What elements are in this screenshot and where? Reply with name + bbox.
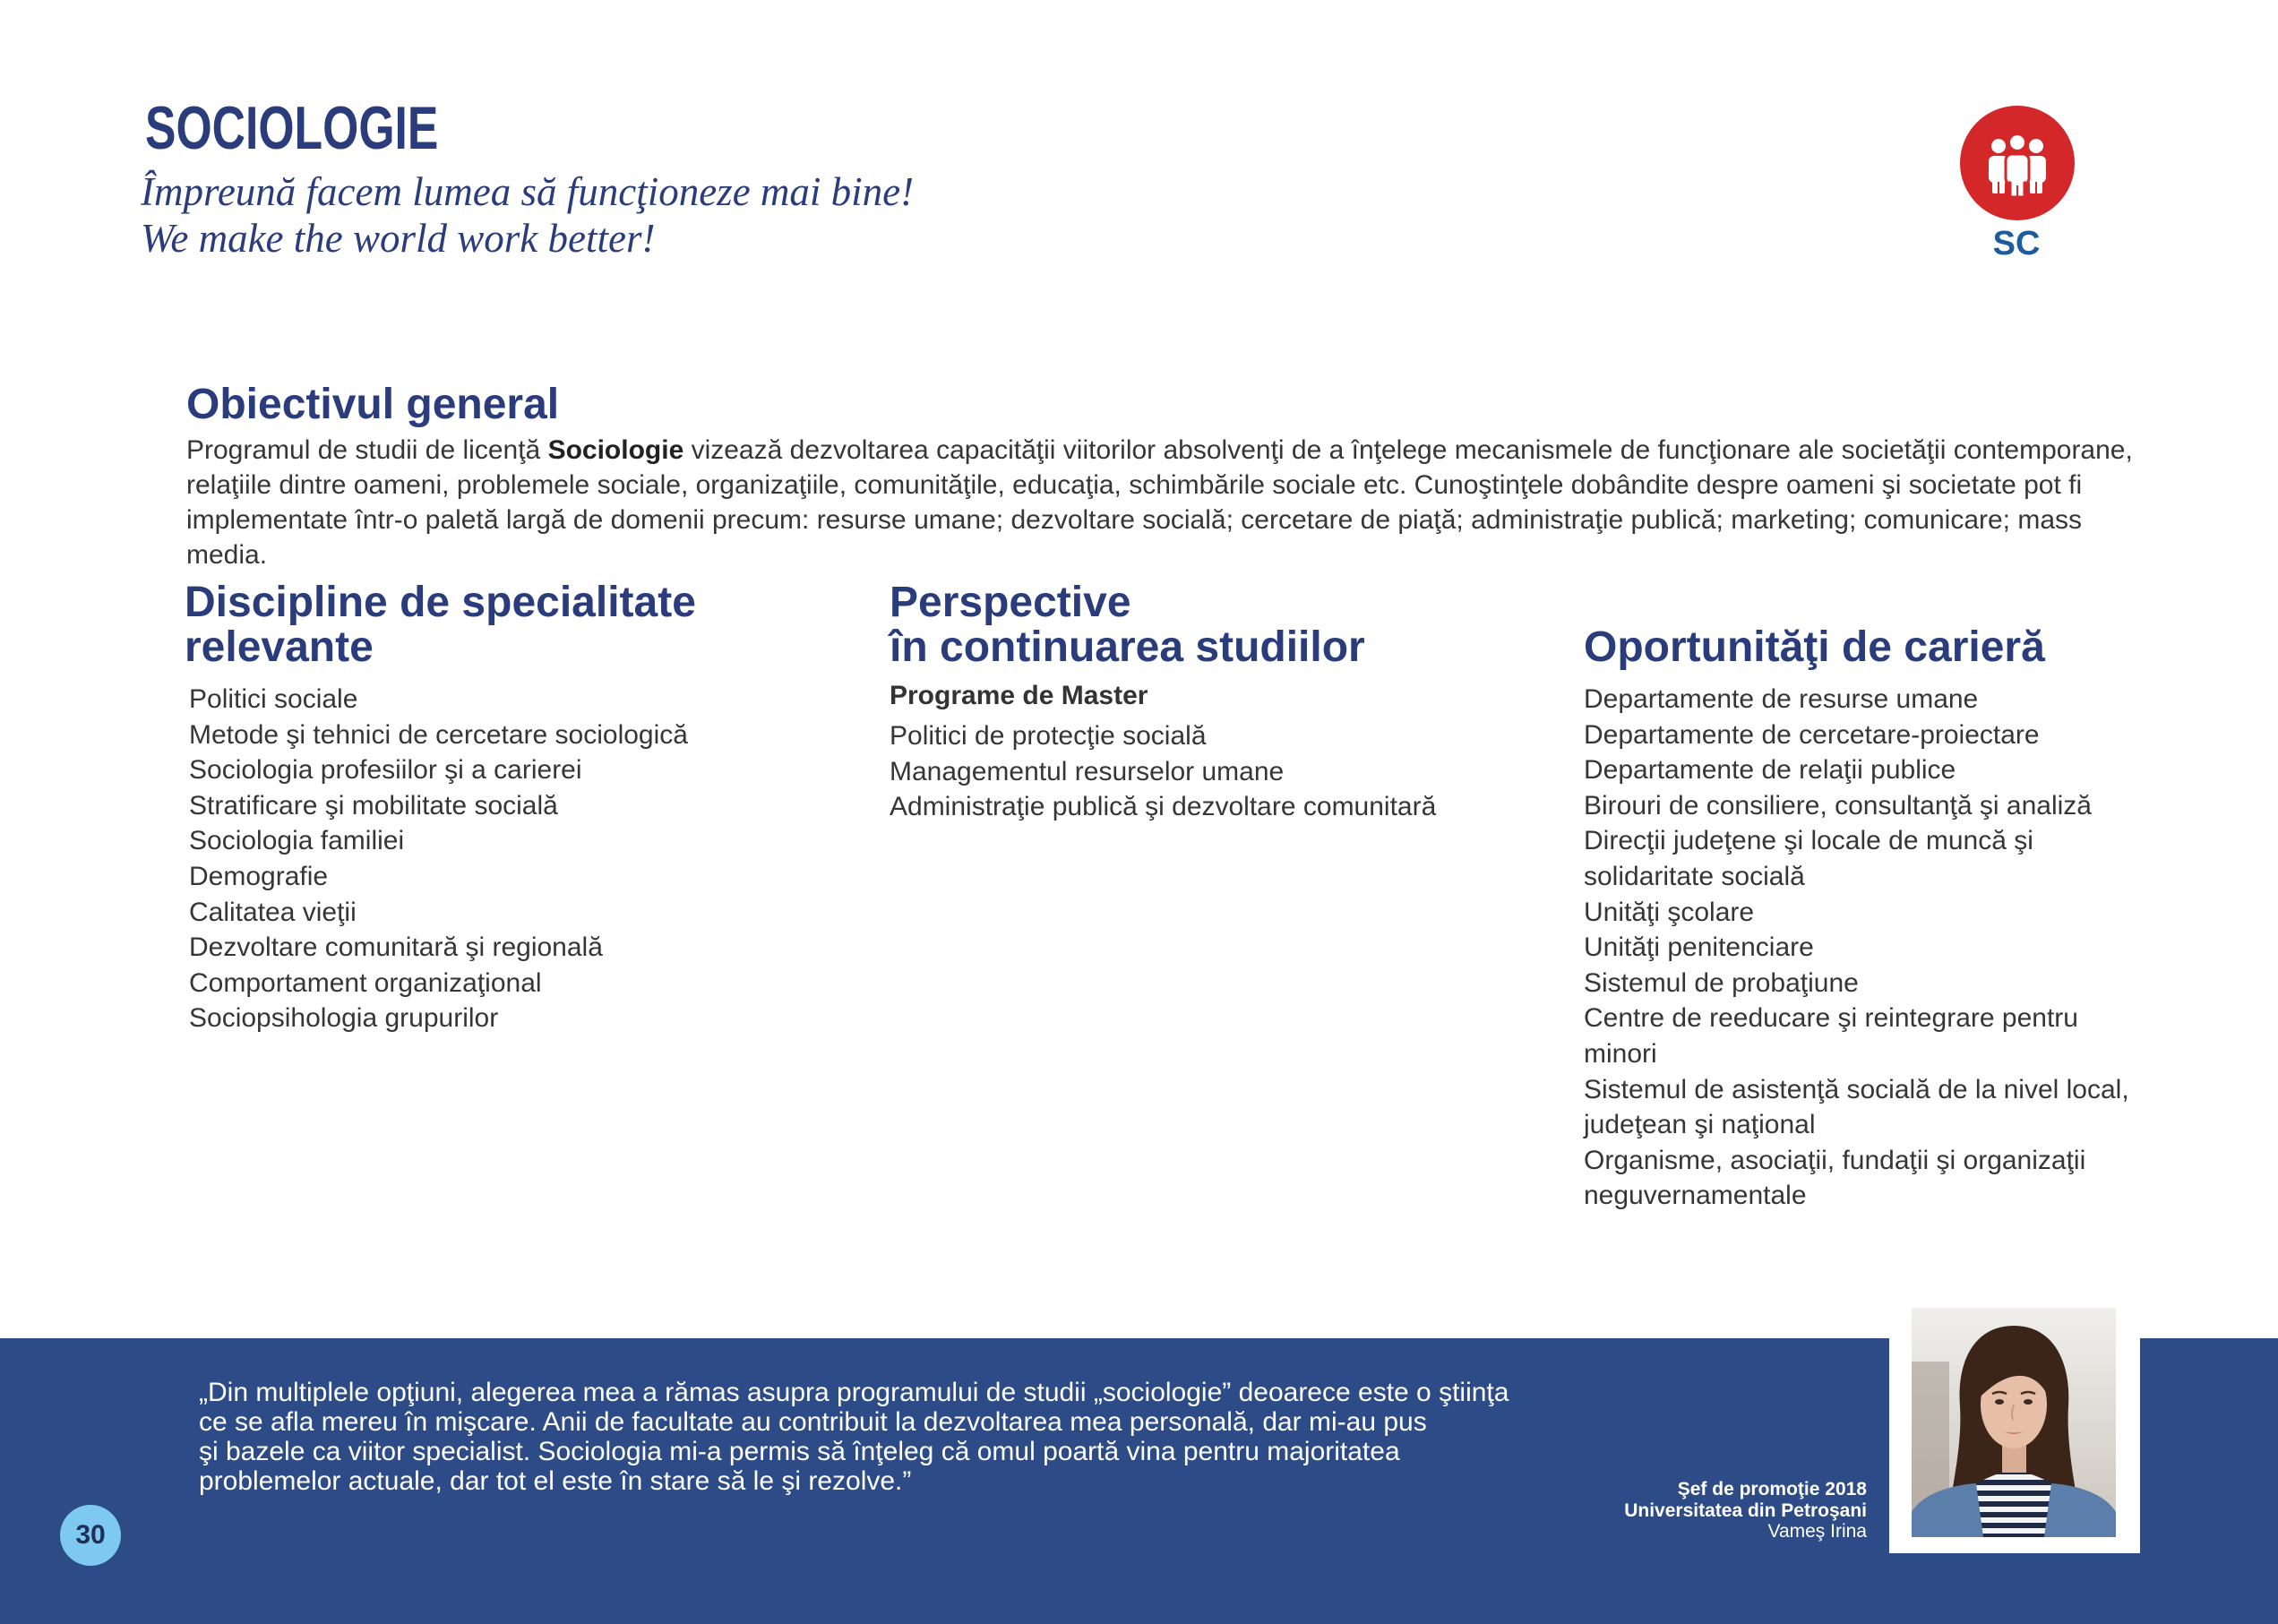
master-program-item: Managementul resurselor umane (890, 756, 1285, 786)
quote-line: problemelor actuale, dar tot el este în stare să le şi rezolve.” (199, 1466, 912, 1496)
discipline-item: Comportament organizaţional (189, 967, 542, 998)
testimonial-caption (1624, 1479, 1867, 1542)
career-item: Departamente de relaţii publice (1584, 755, 1956, 786)
career-item: Sistemul de asistenţă socială de la nivel local, judeţean şi naţional (1584, 1074, 2129, 1140)
objective-line (186, 433, 2133, 468)
career-item: Unităţi şcolare (1584, 897, 1755, 927)
disciplines-heading-line: relevante (185, 623, 374, 671)
caption-name: Vameş Irina (1767, 1521, 1867, 1542)
objective-text: Programul de studii de licenţă (186, 435, 548, 465)
master-program-item: Administraţie publică şi dezvoltare comunitară (890, 792, 1437, 822)
master-programs-list (890, 718, 1436, 825)
quote-line: „Din multiplele opţiuni, alegerea mea a rămas asupra programului de studii „sociologie” deoarece este o ştiinţa (199, 1378, 1509, 1407)
objective-line: media. (186, 540, 268, 570)
discipline-item: Sociopsihologia grupurilor (189, 1003, 499, 1034)
portrait-frame (1889, 1297, 2140, 1553)
career-item: Birouri de consiliere, consultanţă şi analiză (1584, 790, 2092, 821)
discipline-item: Calitatea vieţii (189, 897, 357, 927)
disciplines-heading-line: Discipline de specialitate (185, 579, 696, 626)
program-code: SC (1992, 225, 2041, 262)
career-item: Centre de reeducare şi reintegrare pentru minori (1584, 1003, 2078, 1069)
page-title: SOCIOLOGIE (145, 94, 439, 162)
motto-romanian: Împreună facem lumea să funcţioneze mai bine! (141, 169, 915, 214)
perspectives-heading-line: în continuarea studiilor (890, 623, 1365, 671)
quote-line: ce se afla mereu în mişcare. Anii de facultate au contribuit la dezvoltarea mea personală, dar mi-au pus (199, 1407, 1427, 1437)
quote-line: şi bazele ca viitor specialist. Sociologia mi-a permis să înţeleg că omul poartă vina pentru majoritatea (199, 1437, 1400, 1466)
motto-english: We make the world work better! (141, 216, 656, 261)
careers-list (1584, 682, 2129, 1214)
perspectives-heading-line: Perspective (890, 579, 1131, 626)
discipline-item: Demografie (189, 861, 329, 891)
career-item: Unităţi penitenciare (1584, 932, 1814, 963)
career-item: Departamente de cercetare-proiectare (1584, 719, 2040, 750)
portrait-photo (1912, 1308, 2116, 1537)
discipline-item: Politici sociale (189, 684, 358, 714)
page-number: 30 (60, 1505, 121, 1566)
motto (141, 168, 914, 262)
master-program-item: Politici de protecţie socială (890, 721, 1207, 751)
disciplines-list (189, 682, 688, 1036)
discipline-item: Metode şi tehnici de cercetare sociologică (189, 719, 688, 750)
objective-text: vizează dezvoltarea capacităţii viitorilor absolvenţi de a înţelege mecanismele de funcţionare ale societăţii contemporane, (683, 435, 2133, 465)
objective-program-name: Sociologie (547, 435, 684, 465)
discipline-item: Sociologia profesiilor şi a carierei (189, 755, 582, 786)
objective-heading: Obiectivul general (186, 381, 560, 428)
career-item: Organisme, asociaţii, fundaţii şi organizaţii neguvernamentale (1584, 1145, 2086, 1211)
disciplines-heading (185, 580, 696, 670)
discipline-item: Sociologia familiei (189, 826, 405, 856)
caption-role: Şef de promoţie 2018 (1677, 1479, 1867, 1499)
discipline-item: Stratificare şi mobilitate socială (189, 790, 558, 821)
objective-line: implementate într-o paletă largă de domenii precum: resurse umane; dezvoltare socială; cercetare de piaţă; administraţie publică; marketing; comunicare; mass (186, 505, 2083, 535)
discipline-item: Dezvoltare comunitară şi regională (189, 932, 603, 963)
people-group-icon (1959, 105, 2076, 221)
career-item: Sistemul de probaţiune (1584, 967, 1859, 998)
career-item: Direcţii judeţene şi locale de muncă şi solidaritate socială (1584, 826, 2033, 891)
caption-university: Universitatea din Petroşani (1624, 1499, 1867, 1521)
objective-paragraph (186, 433, 2133, 572)
perspectives-heading (890, 580, 1365, 670)
career-item: Departamente de resurse umane (1584, 684, 1979, 714)
testimonial-quote (199, 1378, 1509, 1496)
careers-heading: Oportunităţi de carieră (1584, 623, 2045, 671)
objective-line: relaţiile dintre oameni, problemele sociale, organizaţiile, comunităţile, educaţia, schimbările sociale etc. Cunoştinţele dobândite despre oameni şi societate pot fi (186, 470, 2083, 500)
master-programs-subheading: Programe de Master (890, 681, 1148, 710)
